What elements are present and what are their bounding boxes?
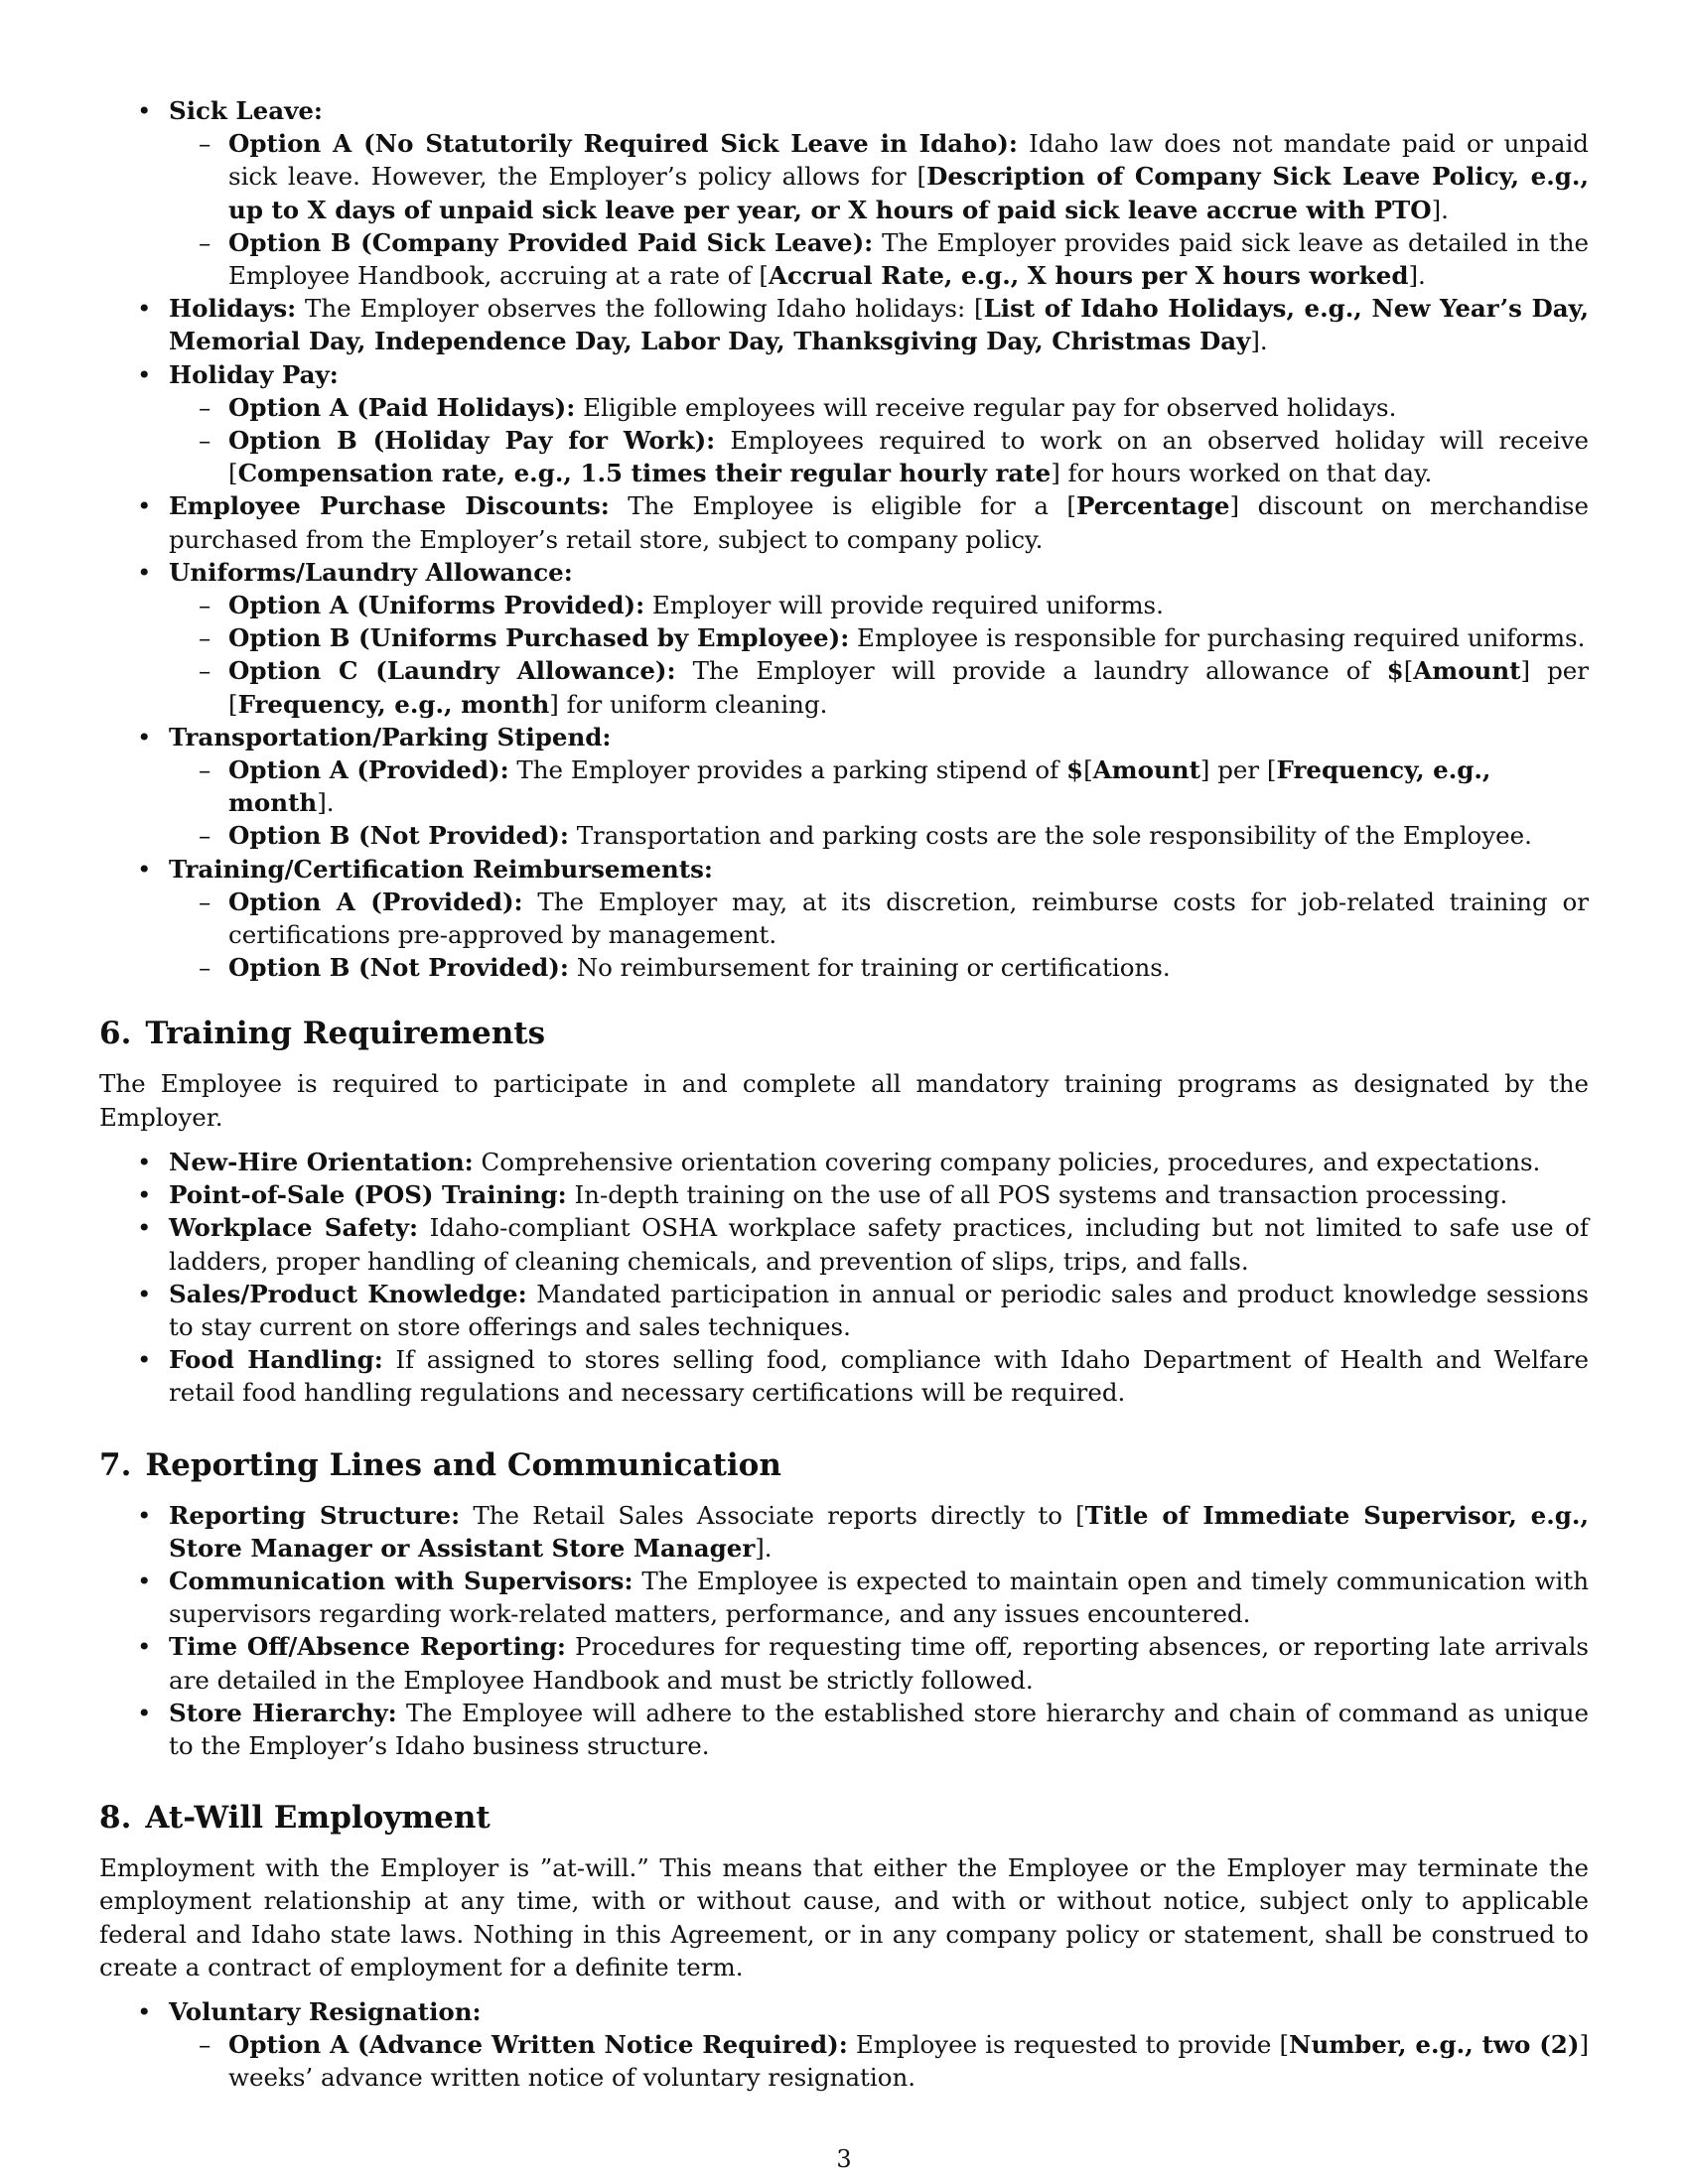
item-text: If assigned to stores selling food, compliance with Idaho Department of Health and Welfare retail food handling regulations and necessary certifications will be required. — [169, 1345, 1589, 1408]
option-label: Option B (Company Provided Paid Sick Leave): — [228, 227, 874, 257]
section-heading — [99, 1445, 1589, 1485]
item-text: The Retail Sales Associate reports directly to [ — [460, 1500, 1085, 1530]
option-item — [169, 819, 1589, 852]
option-text: Eligible employees will receive regular pay for observed holidays. — [575, 392, 1397, 422]
option-item — [169, 621, 1589, 654]
list-item-holiday-pay — [99, 358, 1589, 490]
item-label: New-Hire Orientation: — [169, 1147, 474, 1176]
option-label: Option A (Provided): — [228, 887, 523, 916]
item-label: Point-of-Sale (POS) Training: — [169, 1180, 567, 1210]
option-item — [169, 424, 1589, 489]
section-title: Training Requirements — [145, 1016, 546, 1052]
list-item-transportation — [99, 721, 1589, 853]
option-label: Option B (Not Provided): — [228, 821, 569, 851]
option-text-end: ] for hours worked on that day. — [1051, 459, 1433, 488]
section-intro: Employment with the Employer is ”at-will.” This means that either the Employee or the Employer may terminate the employment relationship at any time, with or without cause, and with or without notice, subject only to applicable federal and Idaho state laws. Nothing in this Agreement, or in any company policy or statement, shall be construed to create a contract of employment for a definite term. — [99, 1853, 1589, 1981]
option-label: Option B (Not Provided): — [228, 953, 569, 983]
list-item — [99, 1211, 1589, 1277]
option-item — [169, 127, 1589, 226]
list-item-holidays — [99, 292, 1589, 357]
option-text: Idaho law does not mandate paid or unpaid sick leave. However, the Employer’s policy allows for [ — [228, 129, 1589, 192]
option-text: ] per [ — [228, 656, 1589, 719]
item-text: Procedures for requesting time off, reporting absences, or reporting late arrivals are detailed in the Employee Handbook and must be strictly followed. — [169, 1632, 1589, 1695]
placeholder-text: Number, e.g., two (2) — [1289, 2030, 1580, 2060]
item-label: Communication with Supervisors: — [169, 1566, 633, 1595]
list-item-voluntary-resignation — [99, 1995, 1589, 2095]
option-item — [169, 654, 1589, 720]
list-item-uniforms — [99, 556, 1589, 721]
section-number: 7. — [99, 1446, 132, 1483]
item-title: Training/Certification Reimbursements: — [169, 854, 713, 884]
item-text-end: ]. — [755, 1533, 773, 1563]
item-title: Sick Leave: — [169, 96, 323, 125]
placeholder-text: List of Idaho Holidays, e.g., New Year’s Day, Memorial Day, Independence Day, Labor Day, Thanksgiving Day, Christmas Day — [169, 294, 1589, 356]
list-item-sick-leave — [99, 94, 1589, 292]
item-label: Store Hierarchy: — [169, 1698, 397, 1727]
option-text: Employee is requested to provide [ — [847, 2030, 1290, 2060]
item-text-end: ]. — [1250, 327, 1268, 356]
option-item — [169, 226, 1589, 292]
item-text-end: ] discount on merchandise purchased from the Employer’s retail store, subject to company policy. — [169, 491, 1589, 554]
item-text: The Employee is eligible for a [ — [609, 491, 1076, 521]
option-label: Option C (Laundry Allowance): — [228, 656, 676, 686]
option-label: Option A (Uniforms Provided): — [228, 591, 645, 620]
item-label: Time Off/Absence Reporting: — [169, 1632, 566, 1662]
list-item — [99, 1178, 1589, 1211]
option-label: Option B (Uniforms Purchased by Employee): — [228, 623, 850, 653]
section-reporting-lines — [99, 1445, 1589, 1763]
section-heading — [99, 1014, 1589, 1053]
item-text: The Employee will adhere to the established store hierarchy and chain of command as unique to the Employer’s Idaho business structure. — [169, 1698, 1589, 1760]
list-item — [99, 1565, 1589, 1630]
item-label: Employee Purchase Discounts: — [169, 491, 610, 521]
option-text: The Employer provides paid sick leave as detailed in the Employee Handbook, accruing at a rate of [ — [228, 227, 1589, 291]
page-number: 3 — [836, 2145, 852, 2173]
placeholder-text: Title of Immediate Supervisor, e.g., Store Manager or Assistant Store Manager — [169, 1500, 1589, 1563]
placeholder-text: Percentage — [1076, 491, 1230, 521]
option-text: No reimbursement for training or certifications. — [568, 953, 1171, 983]
section-title: At-Will Employment — [145, 1800, 491, 1837]
item-label: Holidays: — [169, 294, 297, 324]
option-text: [ — [1403, 656, 1414, 686]
section-at-will-employment — [99, 1798, 1589, 2094]
uniform-options — [169, 589, 1589, 721]
list-item — [99, 1343, 1589, 1409]
holiday-pay-options — [169, 391, 1589, 490]
section-intro: The Employee is required to participate in and complete all mandatory training programs as designated by the Employer. — [99, 1069, 1589, 1132]
list-item — [99, 1499, 1589, 1565]
placeholder-text: Amount — [1092, 755, 1200, 785]
option-text-end: ] weeks’ advance written notice of voluntary resignation. — [228, 2030, 1589, 2093]
list-item — [99, 1278, 1589, 1343]
section-number: 8. — [99, 1800, 132, 1837]
list-item — [99, 1630, 1589, 1696]
item-title: Transportation/Parking Stipend: — [169, 722, 612, 751]
placeholder-text: Frequency, e.g., month — [228, 755, 1491, 818]
list-item-training-reimbursements — [99, 853, 1589, 985]
option-text: ] per [ — [1199, 755, 1277, 785]
option-label: Option A (Advance Written Notice Required): — [228, 2030, 848, 2060]
option-item — [169, 753, 1589, 819]
option-text: Employee is responsible for purchasing required uniforms. — [849, 623, 1586, 653]
option-item — [169, 589, 1589, 621]
benefits-list — [99, 94, 1589, 984]
item-text: In-depth training on the use of all POS systems and transaction processing. — [566, 1180, 1508, 1210]
option-item — [169, 2028, 1589, 2094]
resignation-options — [169, 2028, 1589, 2094]
option-text-end: ]. — [1431, 195, 1449, 224]
placeholder-text: Frequency, e.g., month — [237, 689, 550, 719]
option-item — [169, 951, 1589, 984]
option-text-end: ]. — [1408, 261, 1426, 291]
item-label: Sales/Product Knowledge: — [169, 1279, 527, 1308]
option-text: Employer will provide required uniforms. — [644, 591, 1164, 620]
item-text: The Employee is expected to maintain open and timely communication with supervisors regarding work-related matters, performance, and any issues encountered. — [169, 1566, 1590, 1629]
option-text: Employees required to work on an observed holiday will receive [ — [228, 426, 1589, 488]
option-label: Option A (No Statutorily Required Sick Leave in Idaho): — [228, 129, 1018, 159]
resignation-list — [99, 1995, 1589, 2095]
option-label: Option A (Provided): — [228, 755, 509, 785]
option-text: The Employer will provide a laundry allowance of — [675, 656, 1387, 686]
option-text: [ — [1083, 755, 1093, 785]
item-text: Idaho-compliant OSHA workplace safety practices, including but not limited to safe use of ladders, proper handling of cleaning chemicals, and prevention of slips, trips, and falls. — [169, 1213, 1589, 1276]
list-item — [99, 1697, 1589, 1762]
option-label: Option B (Holiday Pay for Work): — [228, 426, 716, 456]
transportation-options — [169, 753, 1589, 853]
placeholder-text: Compensation rate, e.g., 1.5 times their regular hourly rate — [237, 459, 1052, 488]
placeholder-text: Accrual Rate, e.g., X hours per X hours worked — [768, 261, 1409, 291]
option-text-end: ]. — [317, 788, 335, 818]
item-text: Comprehensive orientation covering company policies, procedures, and expectations. — [473, 1147, 1541, 1176]
section-title: Reporting Lines and Communication — [145, 1446, 781, 1483]
reporting-list — [99, 1499, 1589, 1763]
option-item — [169, 886, 1589, 951]
sick-leave-options — [169, 127, 1589, 292]
list-item-purchase-discounts — [99, 489, 1589, 555]
item-title: Holiday Pay: — [169, 359, 339, 389]
item-text: Mandated participation in annual or periodic sales and product knowledge sessions to stay current on store offerings and sales techniques. — [169, 1279, 1589, 1341]
option-text: The Employer may, at its discretion, reimburse costs for job-related training or certifications pre-approved by management. — [228, 887, 1589, 950]
section-number: 6. — [99, 1016, 132, 1052]
item-label: Workplace Safety: — [169, 1213, 419, 1243]
training-reimbursement-options — [169, 886, 1589, 985]
list-item — [99, 1146, 1589, 1178]
option-item — [169, 391, 1589, 424]
item-text: The Employer observes the following Idaho holidays: [ — [296, 294, 984, 324]
placeholder-text: Amount — [1413, 656, 1521, 686]
section-training-requirements — [99, 1014, 1589, 1409]
item-title: Voluntary Resignation: — [169, 1996, 482, 2026]
section-heading — [99, 1798, 1589, 1838]
currency-symbol: $ — [1386, 656, 1404, 686]
item-title: Uniforms/Laundry Allowance: — [169, 557, 573, 587]
placeholder-text: Description of Company Sick Leave Policy, e.g., up to X days of unpaid sick leave per year, or X hours of paid sick leave accrue with PTO — [228, 162, 1589, 224]
item-label: Food Handling: — [169, 1345, 383, 1375]
document-page — [99, 94, 1589, 2095]
item-label: Reporting Structure: — [169, 1500, 461, 1530]
training-list — [99, 1146, 1589, 1410]
option-text: The Employer provides a parking stipend of — [508, 755, 1067, 785]
option-text-end: ] for uniform cleaning. — [549, 689, 828, 719]
option-text: Transportation and parking costs are the sole responsibility of the Employee. — [568, 821, 1532, 851]
option-label: Option A (Paid Holidays): — [228, 392, 576, 422]
currency-symbol: $ — [1066, 755, 1084, 785]
